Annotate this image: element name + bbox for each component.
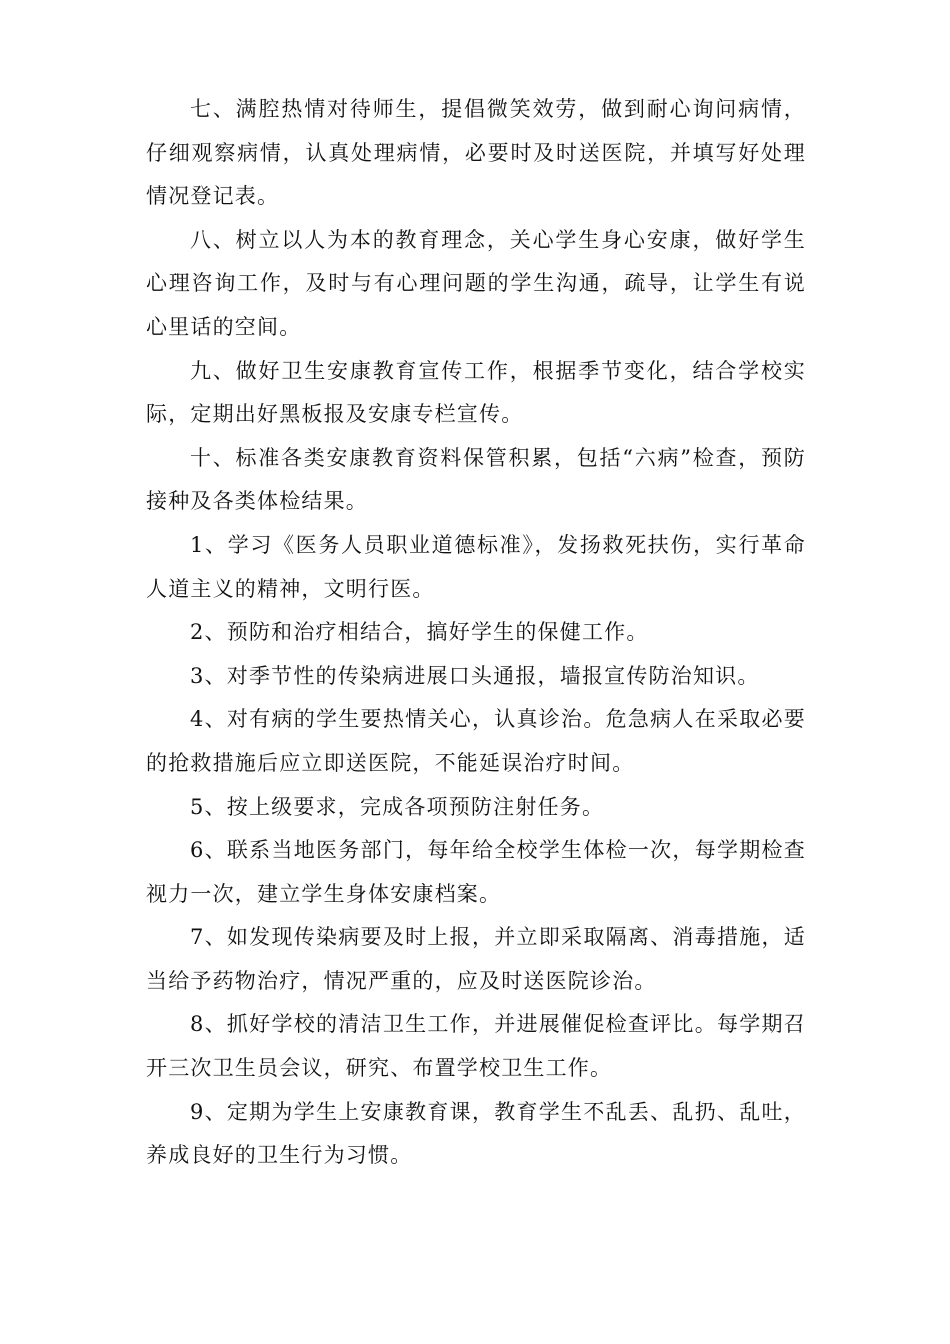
list-item-1: 1、学习《医务人员职业道德标准》，发扬救死扶伤，实行革命人道主义的精神，文明行医。: [146, 532, 806, 601]
paragraph-10: 十、标准各类安康教育资料保管积累，包括“六病”检查，预防接种及各类体检结果。: [146, 445, 806, 514]
list-item-6: 6、联系当地医务部门，每年给全校学生体检一次，每学期检查视力一次，建立学生身体安康档案。: [146, 838, 806, 906]
list-item-3: 3、对季节性的传染病进展口头通报，墙报宣传防治知识。: [190, 663, 760, 688]
document-page: [146, 88, 806, 1178]
paragraph-8: 八、树立以人为本的教育理念，关心学生身心安康，做好学生心理咨询工作，及时与有心理问题的学生沟通，疏导，让学生有说心里话的空间。: [146, 227, 806, 339]
paragraph-9: 九、做好卫生安康教育宣传工作，根据季节变化，结合学校实际，定期出好黑板报及安康专栏宣传。: [146, 358, 806, 427]
list-item-4: 4、对有病的学生要热情关心，认真诊治。危急病人在采取必要的抢救措施后应立即送医院，不能延误治疗时间。: [146, 707, 806, 775]
list-item-2: 2、预防和治疗相结合，搞好学生的保健工作。: [190, 620, 649, 645]
list-item-8: 8、抓好学校的清洁卫生工作，并进展催促检查评比。每学期召开三次卫生员会议，研究、布置学校卫生工作。: [146, 1012, 806, 1081]
paragraph-7: 七、满腔热情对待师生，提倡微笑效劳，做到耐心询问病情，仔细观察病情，认真处理病情，必要时及时送医院，并填写好处理情况登记表。: [146, 97, 806, 209]
list-item-7: 7、如发现传染病要及时上报，并立即采取隔离、消毒措施，适当给予药物治疗，情况严重的，应及时送医院诊治。: [146, 925, 806, 993]
list-item-9: 9、定期为学生上安康教育课，教育学生不乱丢、乱扔、乱吐，养成良好的卫生行为习惯。: [146, 1099, 806, 1168]
list-item-5: 5、按上级要求，完成各项预防注射任务。: [190, 794, 605, 819]
